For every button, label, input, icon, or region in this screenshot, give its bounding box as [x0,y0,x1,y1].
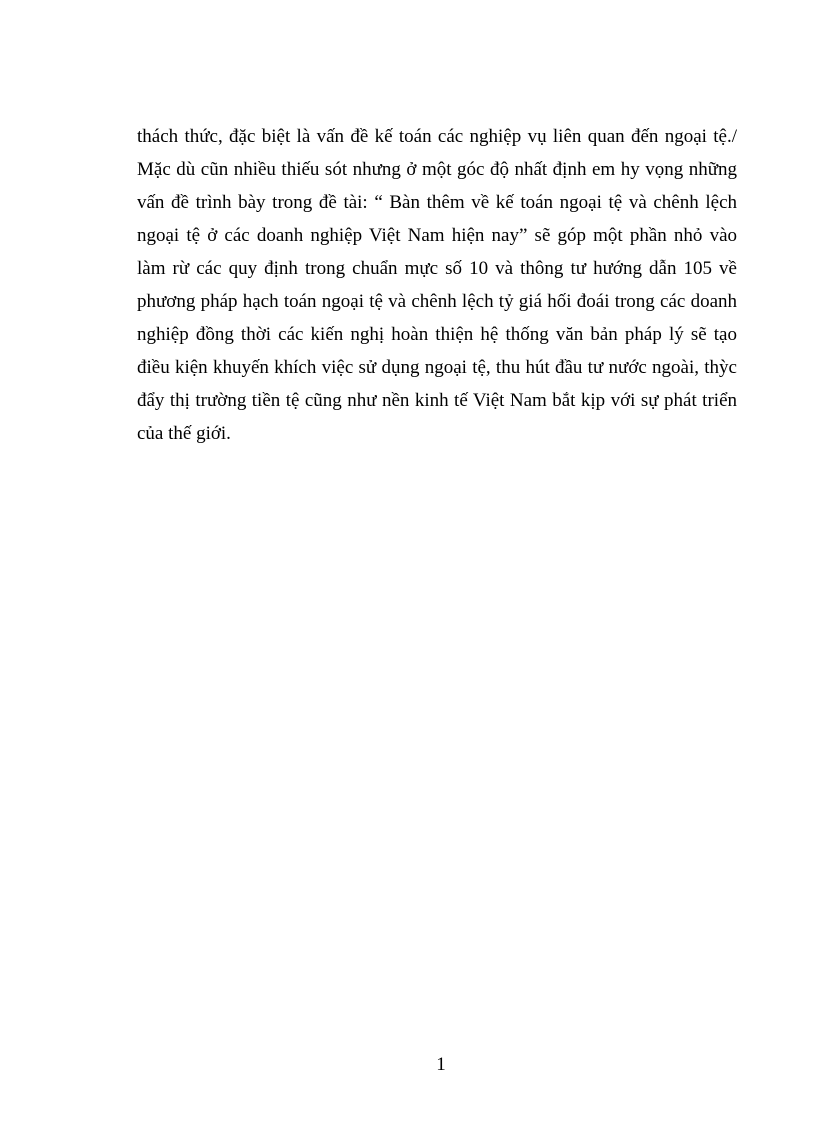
paragraph-line-10: của thế giới. [137,423,231,444]
paragraph-line-9: đẩy thị trường tiền tệ cũng như nền kinh tế Việt Nam bắt kịp với sự phát triển [137,390,737,411]
body-paragraph [137,120,737,450]
paragraph-line-5: làm rừ các quy định trong chuẩn mực số 10 và thông tư hướng dẫn 105 về [137,258,737,279]
paragraph-line-8: điều kiện khuyến khích việc sử dụng ngoại tệ, thu hút đầu tư nước ngoài, thỳc [137,357,737,378]
paragraph-line-1: thách thức, đặc biệt là vấn đề kế toán các nghiệp vụ liên quan đến ngoại tệ./ [137,126,737,147]
paragraph-line-3: vấn đề trình bày trong đề tài: “ Bàn thêm về kế toán ngoại tệ và chênh lệch [137,192,737,213]
paragraph-line-4: ngoại tệ ở các doanh nghiệp Việt Nam hiện nay” sẽ góp một phần nhỏ vào [137,225,737,246]
page-number: 1 [436,1054,446,1075]
paragraph-line-6: phương pháp hạch toán ngoại tệ và chênh lệch tỷ giá hối đoái trong các doanh [137,291,737,312]
paragraph-line-7: nghiệp đồng thời các kiến nghị hoàn thiện hệ thống văn bản pháp lý sẽ tạo [137,324,737,345]
paragraph-line-2: Mặc dù cũn nhiều thiếu sót nhưng ở một góc độ nhất định em hy vọng những [137,159,737,180]
